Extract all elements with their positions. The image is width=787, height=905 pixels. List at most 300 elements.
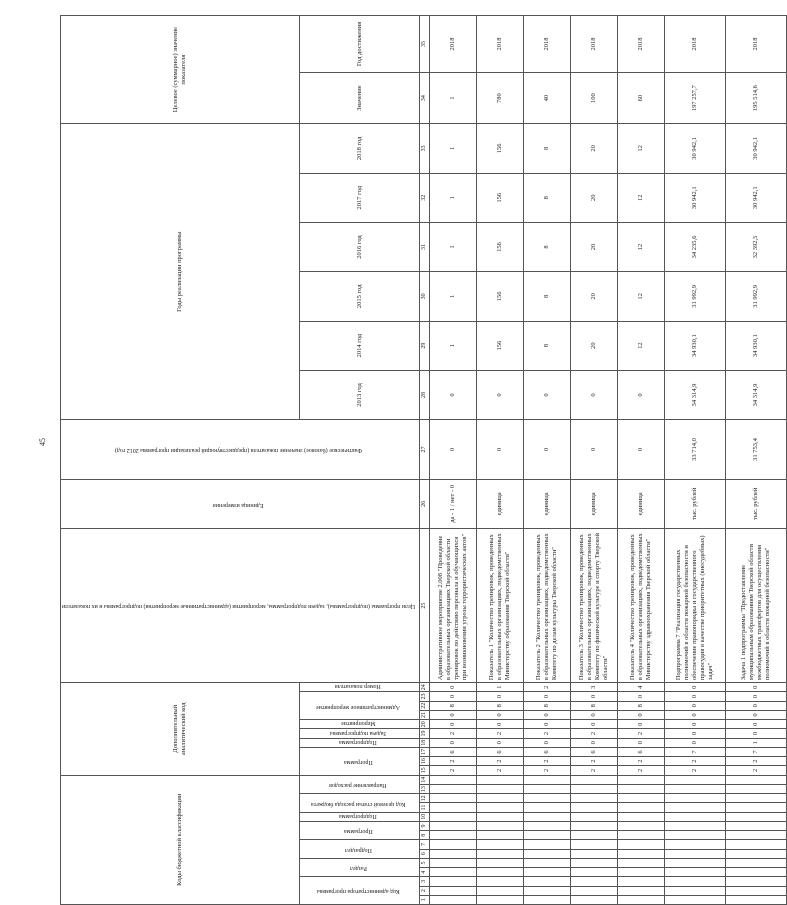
fact-cell: 33 714,0 — [665, 420, 726, 480]
code-cell — [665, 821, 726, 830]
code-cell: 4 — [618, 683, 665, 692]
column-number: 18 — [420, 738, 430, 747]
code-cell — [618, 868, 665, 877]
code-cell: 2 — [524, 766, 571, 775]
code-cell: 0 — [726, 729, 787, 738]
code-cell: 0 — [726, 701, 787, 710]
subprogram-header: Подпрограмма — [300, 738, 420, 747]
code-cell: 0 — [477, 738, 524, 747]
code-cell — [618, 858, 665, 867]
code-cell: 2 — [726, 766, 787, 775]
year-value-cell: 8 — [524, 272, 571, 321]
code-cell: 6 — [618, 747, 665, 756]
code-cell — [665, 775, 726, 784]
target-year-cell: 2018 — [477, 16, 524, 73]
code-cell — [524, 840, 571, 849]
code-cell — [726, 849, 787, 858]
table-row — [430, 16, 477, 905]
fact-cell: 0 — [571, 420, 618, 480]
year-value-cell: 12 — [618, 272, 665, 321]
column-number: 1 — [420, 895, 430, 904]
unit-cell: да - 1 / нет - 0 — [430, 479, 477, 528]
code-cell: 2 — [430, 729, 477, 738]
code-cell: 0 — [665, 701, 726, 710]
code-cell: 8 — [618, 701, 665, 710]
target-value-cell: 60 — [618, 72, 665, 123]
task-header: Задача подпрограммы — [300, 729, 420, 738]
year-value-cell: 0 — [618, 370, 665, 419]
code-cell — [618, 821, 665, 830]
code-cell — [618, 877, 665, 886]
year-value-cell: 1 — [430, 222, 477, 271]
code-cell — [477, 794, 524, 803]
code-cell — [665, 794, 726, 803]
code-cell: 0 — [618, 692, 665, 701]
code-cell: 2 — [430, 757, 477, 766]
code-cell — [524, 821, 571, 830]
column-number: 19 — [420, 729, 430, 738]
program-table-sheet — [60, 15, 772, 905]
table-row — [665, 16, 726, 905]
code-cell — [571, 840, 618, 849]
table-row — [726, 16, 787, 905]
code-cell: 0 — [726, 692, 787, 701]
code-cell — [665, 812, 726, 821]
code-cell: 2 — [665, 766, 726, 775]
code-cell — [665, 784, 726, 793]
year-value-cell: 34 314,9 — [726, 370, 787, 419]
code-cell: 0 — [571, 692, 618, 701]
code-cell: 2 — [524, 683, 571, 692]
column-number: 27 — [420, 420, 430, 480]
year-value-cell: 34 235,6 — [665, 222, 726, 271]
code-cell — [665, 803, 726, 812]
column-number: 35 — [420, 16, 430, 73]
year-2014-header: 2014 год — [300, 321, 420, 370]
code-cell — [430, 812, 477, 821]
year-2013-header: 2013 год — [300, 370, 420, 419]
program-indicators-table — [60, 15, 787, 905]
code-cell — [726, 868, 787, 877]
code-cell — [430, 877, 477, 886]
code-cell — [726, 812, 787, 821]
code-cell — [726, 821, 787, 830]
code-cell: 0 — [571, 720, 618, 729]
year-2018-header: 2018 год — [300, 124, 420, 173]
row-name-cell: Административное мероприятие 2.008 "Проведение в образовательных организациях Тверской области тренировок по действию персонала и обучающихся при возникновении угрозы террористических актов" — [430, 529, 477, 683]
table-body — [430, 16, 787, 905]
fact-cell: 0 — [618, 420, 665, 480]
code-cell — [618, 775, 665, 784]
code-cell: 0 — [524, 738, 571, 747]
table-row — [477, 16, 524, 905]
fact-cell: 31 753,4 — [726, 420, 787, 480]
column-number: 9 — [420, 821, 430, 830]
year-value-cell: 34 314,9 — [665, 370, 726, 419]
year-value-cell: 8 — [524, 321, 571, 370]
code-cell — [430, 868, 477, 877]
column-number: 23 — [420, 692, 430, 701]
code-cell: 2 — [477, 729, 524, 738]
column-number: 28 — [420, 370, 430, 419]
budget-codes-header: Коды бюджетной классификации — [61, 775, 300, 904]
code-cell: 2 — [571, 729, 618, 738]
code-cell: 7 — [665, 747, 726, 756]
code-cell: 0 — [665, 729, 726, 738]
code-cell — [571, 794, 618, 803]
year-value-cell: 34 930,1 — [665, 321, 726, 370]
year-value-cell: 20 — [571, 272, 618, 321]
target-value-cell: 197 257,7 — [665, 72, 726, 123]
column-number: 11 — [420, 803, 430, 812]
admin-code-header: Код администратора программы — [300, 877, 420, 905]
years-header: Годы реализации программы — [61, 124, 300, 420]
column-number: 20 — [420, 720, 430, 729]
expense-type-header: Направление расходов — [300, 775, 420, 794]
year-2017-header: 2017 год — [300, 173, 420, 222]
section-header: Раздел — [300, 858, 420, 876]
row-name-cell: Показатель 2 "Количество тренировок, проведенных в образовательных организациях, подведомственных Комитету по делам культуры Тверской области" — [524, 529, 571, 683]
target-year-cell: 2018 — [430, 16, 477, 73]
expense-direction-header: Код целевой статьи расхода бюджета — [300, 794, 420, 812]
table-row — [524, 16, 571, 905]
code-cell — [618, 886, 665, 895]
year-value-cell: 30 942,1 — [665, 173, 726, 222]
table-row — [571, 16, 618, 905]
column-number: 25 — [420, 529, 430, 683]
code-cell — [477, 849, 524, 858]
code-cell — [726, 858, 787, 867]
code-cell — [524, 831, 571, 840]
fact-cell: 0 — [477, 420, 524, 480]
code-cell — [477, 775, 524, 784]
code-cell: 0 — [430, 692, 477, 701]
code-cell — [665, 895, 726, 904]
column-number: 30 — [420, 272, 430, 321]
year-value-cell: 30 942,1 — [726, 124, 787, 173]
code-cell: 0 — [430, 683, 477, 692]
year-value-cell: 156 — [477, 321, 524, 370]
code-cell — [430, 803, 477, 812]
unit-cell: тыс. рублей — [665, 479, 726, 528]
code-cell — [618, 812, 665, 821]
code-cell: 6 — [477, 747, 524, 756]
unit-cell: единица — [524, 479, 571, 528]
indicator-num-header: Номер показателя — [300, 683, 420, 692]
code-cell: 2 — [430, 766, 477, 775]
target-year-header: Год достижения — [300, 16, 420, 73]
year-value-cell: 0 — [430, 370, 477, 419]
code-cell — [430, 849, 477, 858]
column-number: 14 — [420, 775, 430, 784]
code-cell — [430, 840, 477, 849]
code-cell — [477, 784, 524, 793]
code-cell: 6 — [571, 747, 618, 756]
code-cell: 0 — [726, 720, 787, 729]
year-value-cell: 156 — [477, 124, 524, 173]
code-cell: 8 — [430, 701, 477, 710]
unit-header: Единица измерения — [61, 479, 420, 528]
column-number: 24 — [420, 683, 430, 692]
code-cell — [665, 840, 726, 849]
code-cell — [726, 886, 787, 895]
code-cell — [665, 868, 726, 877]
column-number: 7 — [420, 840, 430, 849]
code-cell — [726, 803, 787, 812]
code-cell — [430, 886, 477, 895]
code-cell — [430, 858, 477, 867]
year-value-cell: 30 942,1 — [726, 173, 787, 222]
year-value-cell: 0 — [477, 370, 524, 419]
code-cell — [477, 812, 524, 821]
year-value-cell: 1 — [430, 124, 477, 173]
code-cell: 2 — [477, 766, 524, 775]
code-cell: 3 — [571, 683, 618, 692]
row-name-cell: Подпрограмма 7 "Реализация государственных полномочий в области пожарной безопасности и обеспечение правопорядка и государственного правосудия в качестве приоритетных (внесудебных) задач" — [665, 529, 726, 683]
code-cell — [665, 877, 726, 886]
code-cell: 2 — [524, 729, 571, 738]
code-cell — [524, 849, 571, 858]
code-cell — [571, 849, 618, 858]
code-cell — [571, 784, 618, 793]
year-2016-header: 2016 год — [300, 222, 420, 271]
code-cell — [726, 775, 787, 784]
code-cell — [726, 840, 787, 849]
code-cell: 0 — [477, 710, 524, 719]
code-cell — [571, 877, 618, 886]
code-cell: 0 — [524, 692, 571, 701]
table-row — [618, 16, 665, 905]
target-value-cell: 780 — [477, 72, 524, 123]
code-cell: 0 — [726, 710, 787, 719]
code-cell — [477, 895, 524, 904]
year-value-cell: 156 — [477, 222, 524, 271]
code-cell: 2 — [618, 729, 665, 738]
code-cell — [524, 895, 571, 904]
code-cell — [618, 784, 665, 793]
code-cell — [477, 868, 524, 877]
code-cell — [524, 858, 571, 867]
code-cell: 2 — [726, 757, 787, 766]
column-number: 16 — [420, 757, 430, 766]
code-cell: 2 — [524, 757, 571, 766]
name-header: Цели программы (подпрограммы), задачи подпрограммы, мероприятия (административные мероприятия) подпрограммы и их показатели — [61, 529, 420, 683]
code-cell — [618, 849, 665, 858]
column-number: 31 — [420, 222, 430, 271]
unit-cell: единица — [571, 479, 618, 528]
year-value-cell: 12 — [618, 321, 665, 370]
year-value-cell: 12 — [618, 173, 665, 222]
code-cell: 1 — [477, 683, 524, 692]
column-number: 21 — [420, 710, 430, 719]
year-value-cell: 1 — [430, 321, 477, 370]
code-cell — [571, 886, 618, 895]
code-cell — [726, 831, 787, 840]
unit-cell: единица — [477, 479, 524, 528]
column-number: 3 — [420, 877, 430, 886]
target-year-cell: 2018 — [571, 16, 618, 73]
code-cell: 0 — [665, 720, 726, 729]
column-number: 22 — [420, 701, 430, 710]
code-cell — [477, 858, 524, 867]
code-cell — [618, 895, 665, 904]
code-cell — [618, 831, 665, 840]
code-cell — [571, 868, 618, 877]
year-value-cell: 1 — [430, 173, 477, 222]
row-name-cell: Показатель 3 "Количество тренировок, проведенных в образовательных организациях, подведомственных Комитету по физической культуре и спорту Тверской области" — [571, 529, 618, 683]
row-name-cell: Задача 1 подпрограммы "Предоставление муниципальным образованиям Тверской области межбюджетных трансфертов для осуществления полномочий в области пожарной безопасности" — [726, 529, 787, 683]
code-cell: 0 — [430, 710, 477, 719]
code-cell: 6 — [430, 747, 477, 756]
program-header: Программа — [300, 747, 420, 775]
column-number: 34 — [420, 72, 430, 123]
year-value-cell: 0 — [571, 370, 618, 419]
year-value-cell: 8 — [524, 173, 571, 222]
target-value-cell: 100 — [571, 72, 618, 123]
code-cell — [524, 803, 571, 812]
code-cell — [571, 858, 618, 867]
code-cell: 7 — [726, 747, 787, 756]
year-2015-header: 2015 год — [300, 272, 420, 321]
budget-program-header: Программа — [300, 821, 420, 839]
code-cell: 0 — [477, 720, 524, 729]
column-number: 12 — [420, 794, 430, 803]
code-cell — [524, 812, 571, 821]
fact-cell: 0 — [430, 420, 477, 480]
code-cell: 0 — [430, 720, 477, 729]
year-value-cell: 31 992,9 — [665, 272, 726, 321]
code-cell — [618, 803, 665, 812]
column-number: 26 — [420, 479, 430, 528]
code-cell — [430, 821, 477, 830]
column-number: 17 — [420, 747, 430, 756]
code-cell — [524, 794, 571, 803]
code-cell: 6 — [524, 747, 571, 756]
code-cell — [477, 803, 524, 812]
row-name-cell: Показатель 4 "Количество тренировок, проведенных в образовательных организациях, подведомственных Министерству здравоохранения Тверской области" — [618, 529, 665, 683]
code-cell — [571, 831, 618, 840]
code-cell: 2 — [477, 757, 524, 766]
target-value-cell: 195 514,6 — [726, 72, 787, 123]
code-cell — [524, 886, 571, 895]
column-number: 2 — [420, 886, 430, 895]
fact-cell: 0 — [524, 420, 571, 480]
code-cell — [524, 784, 571, 793]
target-value-cell: 1 — [430, 72, 477, 123]
code-cell: 2 — [571, 757, 618, 766]
code-cell — [726, 895, 787, 904]
code-cell: 0 — [618, 710, 665, 719]
year-value-cell: 156 — [477, 272, 524, 321]
column-number: 6 — [420, 849, 430, 858]
code-cell — [665, 858, 726, 867]
code-cell: 0 — [665, 710, 726, 719]
code-cell: 0 — [618, 720, 665, 729]
code-cell — [477, 886, 524, 895]
code-cell: 0 — [524, 720, 571, 729]
code-cell — [430, 794, 477, 803]
year-value-cell: 12 — [618, 222, 665, 271]
code-cell — [524, 868, 571, 877]
year-value-cell: 8 — [524, 124, 571, 173]
code-cell — [477, 821, 524, 830]
code-cell — [571, 775, 618, 784]
code-cell — [665, 849, 726, 858]
code-cell — [618, 794, 665, 803]
code-cell — [524, 775, 571, 784]
code-cell: 8 — [477, 701, 524, 710]
column-number: 33 — [420, 124, 430, 173]
code-cell: 0 — [726, 683, 787, 692]
year-value-cell: 0 — [524, 370, 571, 419]
code-cell — [524, 877, 571, 886]
target-year-cell: 2018 — [665, 16, 726, 73]
row-name-cell: Показатель 1 "Количество тренировок, проведенных в образовательных организациях, подведомственных Министерству образования Тверской области" — [477, 529, 524, 683]
code-cell — [726, 784, 787, 793]
target-value-cell: 40 — [524, 72, 571, 123]
target-year-cell: 2018 — [524, 16, 571, 73]
code-cell: 0 — [571, 710, 618, 719]
code-cell — [726, 877, 787, 886]
code-cell: 2 — [618, 757, 665, 766]
column-numbers-row — [420, 16, 430, 905]
column-number: 10 — [420, 812, 430, 821]
year-value-cell: 20 — [571, 321, 618, 370]
code-cell: 1 — [726, 738, 787, 747]
code-cell — [571, 812, 618, 821]
program-codes-header: Дополнительный аналитический код — [61, 683, 300, 775]
target-value-header: Значение — [300, 72, 420, 123]
budget-subprogram-header: Подпрограмма — [300, 812, 420, 821]
code-cell: 0 — [665, 683, 726, 692]
column-number: 4 — [420, 868, 430, 877]
code-cell: 0 — [524, 710, 571, 719]
code-cell — [430, 775, 477, 784]
target-header: Целевое (суммарное) значение показателя — [61, 16, 300, 124]
code-cell — [665, 886, 726, 895]
code-cell — [430, 784, 477, 793]
code-cell — [618, 840, 665, 849]
code-cell: 2 — [665, 757, 726, 766]
column-number: 5 — [420, 858, 430, 867]
code-cell: 8 — [571, 701, 618, 710]
code-cell — [477, 877, 524, 886]
code-cell — [665, 831, 726, 840]
year-value-cell: 34 930,1 — [726, 321, 787, 370]
code-cell — [571, 821, 618, 830]
year-value-cell: 20 — [571, 173, 618, 222]
fact-header: Фактическое (базовое) значение показателя (предшествующий реализации программы 2012 год) — [61, 420, 420, 480]
code-cell — [430, 831, 477, 840]
year-value-cell: 1 — [430, 272, 477, 321]
code-cell: 0 — [571, 738, 618, 747]
code-cell — [477, 840, 524, 849]
year-value-cell: 20 — [571, 222, 618, 271]
subsection-header: Подраздел — [300, 840, 420, 858]
year-value-cell: 20 — [571, 124, 618, 173]
code-cell — [430, 895, 477, 904]
target-year-cell: 2018 — [726, 16, 787, 73]
admin-event-header: Административное мероприятие — [300, 692, 420, 720]
code-cell: 8 — [524, 701, 571, 710]
column-number: 8 — [420, 831, 430, 840]
year-value-cell: 156 — [477, 173, 524, 222]
year-value-cell: 32 392,5 — [726, 222, 787, 271]
code-cell: 0 — [477, 692, 524, 701]
code-cell: 0 — [665, 692, 726, 701]
year-value-cell: 30 942,1 — [665, 124, 726, 173]
page-number: 45 — [38, 438, 47, 446]
